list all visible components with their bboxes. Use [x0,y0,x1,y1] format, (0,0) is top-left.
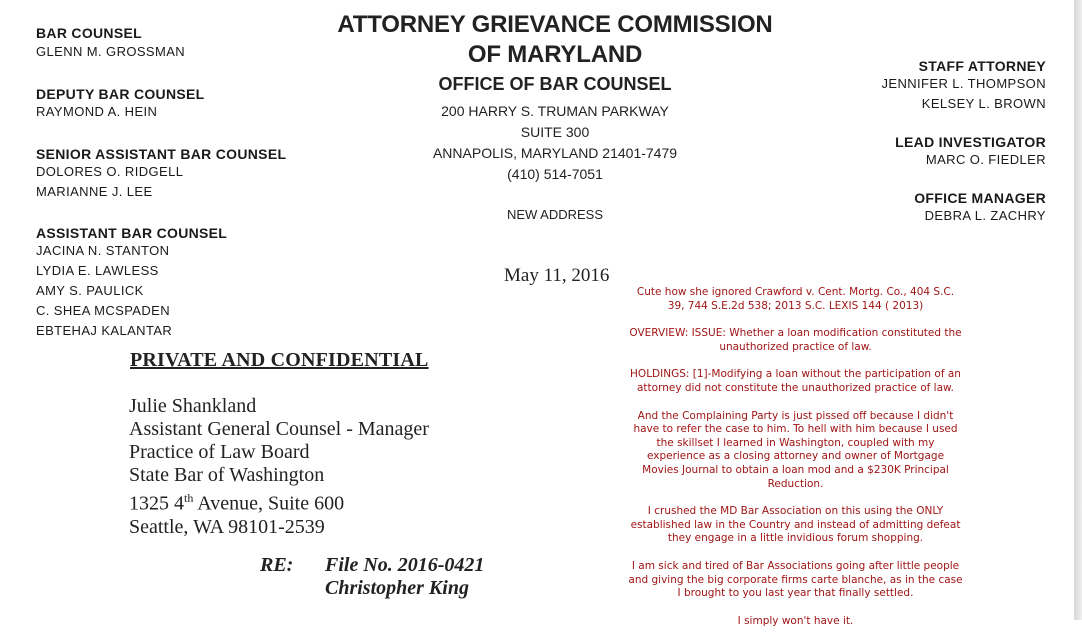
recipient-org2: State Bar of Washington [129,464,325,486]
page-edge-shadow [1074,0,1082,620]
re-file-number: File No. 2016-0421 [325,554,485,576]
annotation-paragraph: I simply won't have it. [737,614,854,627]
re-label: RE: [260,554,294,576]
assistant-name-2: LYDIA E. LAWLESS [36,263,159,278]
re-subject-name: Christopher King [325,577,469,599]
recipient-org: Practice of Law Board [129,441,310,463]
assistant-name-1: JACINA N. STANTON [36,243,170,258]
recipient-title: Assistant General Counsel - Manager [129,418,429,440]
letterhead [330,10,780,225]
staff-attorney-name-2: KELSEY L. BROWN [921,96,1046,111]
org-name-line2: OF MARYLAND [467,41,643,68]
assistant-title: ASSISTANT BAR COUNSEL [36,225,228,241]
lead-investigator-title: LEAD INVESTIGATOR [895,134,1046,150]
office-name: OFFICE OF BAR COUNSEL [438,74,672,94]
new-address-label: NEW ADDRESS [506,207,604,222]
office-manager-name: DEBRA L. ZACHRY [924,208,1046,223]
recipient-street: 1325 4th Avenue, Suite 600 [129,491,345,515]
address-line3: ANNAPOLIS, MARYLAND 21401-7479 [432,145,678,161]
senior-title: SENIOR ASSISTANT BAR COUNSEL [36,146,287,162]
bar-counsel-name: GLENN M. GROSSMAN [36,44,186,59]
phone-number: (410) 514-7051 [507,166,603,182]
annotation-paragraph: Cute how she ignored Crawford v. Cent. Mortg. Co., 404 S.C. 39, 744 S.E.2d 538; 2013 S.C. LEXIS 144 ( 2013) [636,286,955,312]
recipient-block [129,395,489,539]
annotation-paragraph: And the Complaining Party is just pissed off because I didn't have to refer the case to him. To hell with him because I used the skillset I learned in Washington, coupled with my experience as a closing attorney and owner of Mortgage Movies Journal to obtain a loan mod and a $230K Principal Reduction. [633,409,958,490]
recipient-name: Julie Shankland [129,395,257,417]
address-line2: SUITE 300 [520,124,590,140]
address-line1: 200 HARRY S. TRUMAN PARKWAY [441,103,669,119]
office-manager-title: OFFICE MANAGER [914,190,1046,206]
left-staff-column [36,25,336,341]
lead-investigator-name: MARC O. FIEDLER [925,152,1046,167]
assistant-name-3: AMY S. PAULICK [36,283,144,298]
senior-name-1: DOLORES O. RIDGELL [36,164,184,179]
annotation-paragraph: I crushed the MD Bar Association on this using the ONLY established law in the Country and instead of admitting defeat they engage in a little invidious forum shopping. [630,505,961,545]
annotation-block [628,286,963,642]
recipient-city: Seattle, WA 98101-2539 [129,515,325,538]
deputy-title: DEPUTY BAR COUNSEL [36,86,205,102]
annotation-paragraph: I am sick and tired of Bar Associations going after little people and giving the big corporate firms carte blanche, as in the case I brought to you last year that finally settled. [628,559,963,600]
bar-counsel-title: BAR COUNSEL [36,25,142,41]
annotation-paragraph: OVERVIEW: ISSUE: Whether a loan modification constituted the unauthorized practice of law. [629,327,962,353]
staff-attorney-title: STAFF ATTORNEY [918,58,1046,74]
senior-name-2: MARIANNE J. LEE [36,184,153,199]
confidential-heading: PRIVATE AND CONFIDENTIAL [130,349,429,371]
right-staff-column [786,58,1046,226]
assistant-name-4: C. SHEA MCSPADEN [36,303,171,318]
org-name-line1: ATTORNEY GRIEVANCE COMMISSION [337,11,773,38]
deputy-name: RAYMOND A. HEIN [36,104,158,119]
annotation-paragraph: HOLDINGS: [1]-Modifying a loan without the participation of an attorney did not constitute the unauthorized practice of law. [630,368,961,394]
assistant-name-5: EBTEHAJ KALANTAR [36,323,173,338]
staff-attorney-name-1: JENNIFER L. THOMPSON [881,76,1046,91]
letter-date: May 11, 2016 [504,265,610,286]
